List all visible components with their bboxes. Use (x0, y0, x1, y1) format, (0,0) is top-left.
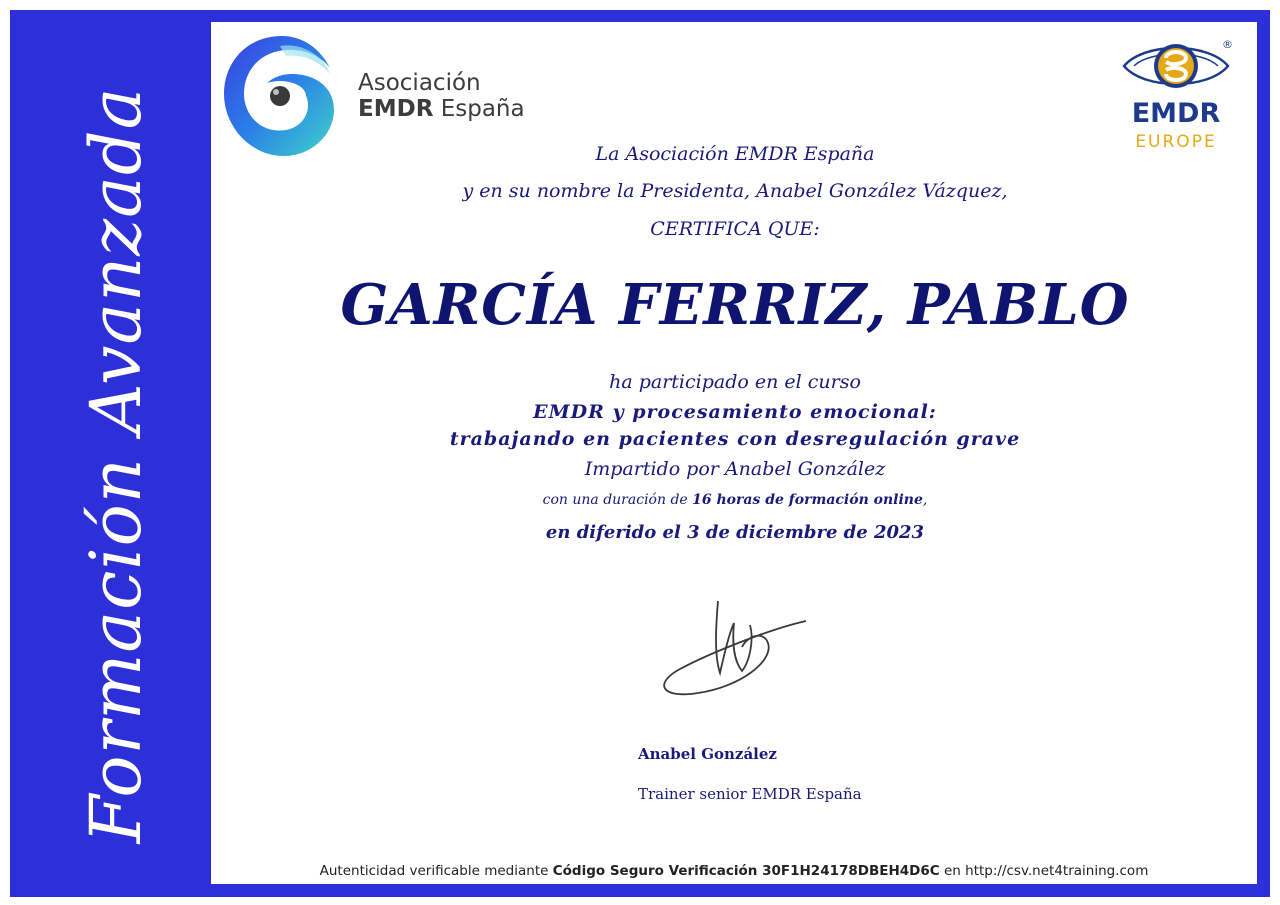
course-title-line-1: EMDR y procesamiento emocional: (533, 401, 937, 423)
emdr-europe-eye-logo (1120, 36, 1232, 98)
signer-name: Anabel González (638, 745, 777, 763)
duration-bold: 16 horas de formación online (692, 492, 923, 508)
participation-text: ha participado en el curso (609, 371, 861, 393)
europe-wordmark: EUROPE (1135, 132, 1217, 152)
duration-suffix: , (922, 492, 928, 508)
association-name-line2 (358, 96, 525, 122)
verification-url: en http://csv.net4training.com (939, 863, 1149, 879)
footer-prefix: Autenticidad verificable mediante (319, 863, 553, 879)
association-name-rest: España (433, 96, 525, 122)
association-name-line1: Asociación (358, 70, 481, 96)
intro-line-2: y en su nombre la Presidenta, Anabel González Vázquez, (462, 180, 1008, 202)
sidebar-title: Formación Avanzada (75, 86, 157, 844)
taught-by: Impartido por Anabel González (584, 458, 886, 480)
sidebar-band (10, 10, 210, 897)
association-name (358, 70, 525, 122)
emdr-wordmark: EMDR (1131, 98, 1221, 129)
verification-code: Código Seguro Verificación 30F1H24178DBEH4D6C (552, 863, 940, 879)
signer-role: Trainer senior EMDR España (638, 785, 862, 803)
intro-line-1: La Asociación EMDR España (595, 143, 875, 165)
association-name-bold: EMDR (358, 96, 434, 122)
verification-footer (211, 863, 1257, 879)
course-title-line-2: trabajando en pacientes con desregulación grave (449, 428, 1021, 450)
course-date: en diferido el 3 de diciembre de 2023 (545, 522, 925, 543)
association-eye-logo (222, 34, 342, 159)
registered-mark: ® (1222, 38, 1233, 51)
handwritten-signature (650, 595, 820, 710)
intro-line-3: CERTIFICA QUE: (650, 218, 820, 240)
duration-text (290, 492, 1180, 508)
duration-prefix: con una duración de (542, 492, 693, 508)
recipient-name: GARCÍA FERRIZ, PABLO (340, 272, 1130, 338)
